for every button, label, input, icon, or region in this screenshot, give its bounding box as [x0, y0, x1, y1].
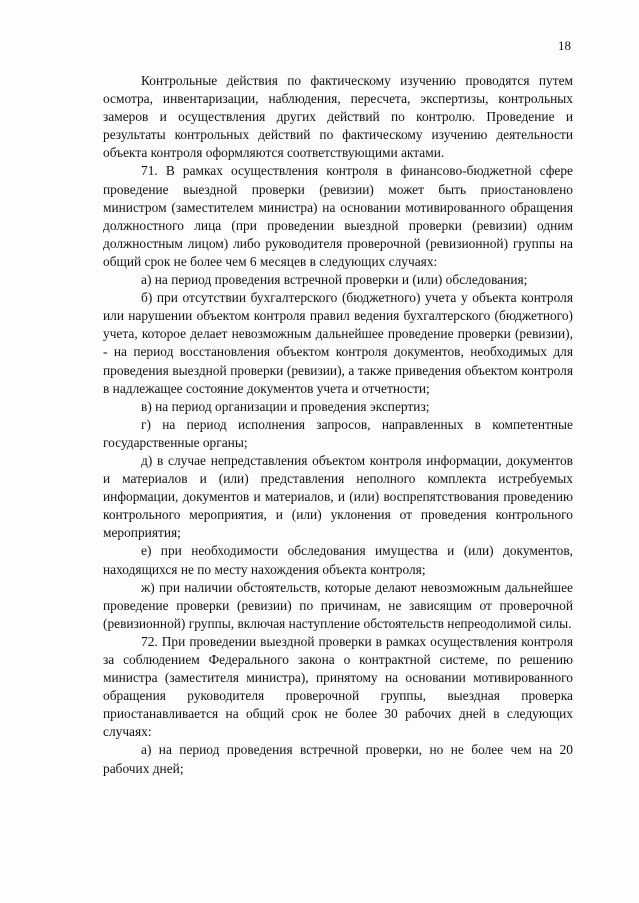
paragraph-71-e: е) при необходимости обследования имущества и (или) документов, находящихся не по месту нахождения объекта контроля; — [103, 543, 573, 577]
paragraph-71-zh: ж) при наличии обстоятельств, которые делают невозможным дальнейшее проведение проверки (ревизии) по причинам, не зависящим от проверочной (ревизионной) группы, включая наступление обстоятельств непреодолимой силы. — [103, 579, 573, 631]
paragraph-actual-study: Контрольные действия по фактическому изучению проводятся путем осмотра, инвентаризации, наблюдения, пересчета, экспертизы, контрольных замеров и осуществления других действий по контролю. Проведение и результаты контрольных действий по фактическому изучению деятельности объекта контроля оформляются соответствующими актами. — [103, 73, 573, 161]
paragraph-71-d: д) в случае непредставления объектом контроля информации, документов и материалов и (или) представления неполного комплекта истребуемых информации, документов и материалов, и (или) воспрепятствования проведению контрольного мероприятия, и (или) уклонения от проведения контрольного мероприятия; — [103, 452, 573, 541]
paragraph-71-b: б) при отсутствии бухгалтерского (бюджетного) учета у объекта контроля или нарушении объектом контроля правил ведения бухгалтерского (бюджетного) учета, которое делает невозможным дальнейшее проведение проверки (ревизии), - на период восстановления объектом контроля документов, необходимых для проведения выездной проверки (ревизии), а также приведения объектом контроля в надлежащее состояние документов учета и отчетности; — [103, 290, 573, 396]
paragraph-71: 71. В рамках осуществления контроля в финансово-бюджетной сфере проведение выездной проверки (ревизии) может быть приостановлено министром (заместителем министра) на основании мотивированного обращения должностного лица (при проведении выездной проверки (ревизии) одним должностным лицом) либо руководителя проверочной (ревизионной) группы на общий срок не более чем 6 месяцев в следующих случаях: — [103, 163, 573, 269]
paragraph-72-a: а) на период проведения встречной проверки, но не более чем на 20 рабочих дней; — [103, 742, 573, 776]
document-body — [103, 72, 573, 778]
paragraph-71-v: в) на период организации и проведения экспертиз; — [141, 398, 430, 414]
paragraph-72: 72. При проведении выездной проверки в рамках осуществления контроля за соблюдением Федерального закона о контрактной системе, по решению министра (заместителя министра), принятому на основании мотивированного обращения руководителя проверочной группы, выездная проверка приостанавливается на общий срок не более 30 рабочих дней в следующих случаях: — [103, 633, 573, 740]
paragraph-71-a: а) на период проведения встречной проверки и (или) обследования; — [141, 272, 528, 288]
page-number: 18 — [558, 38, 571, 53]
paragraph-71-g: г) на период исполнения запросов, направленных в компетентные государственные органы; — [103, 416, 573, 450]
